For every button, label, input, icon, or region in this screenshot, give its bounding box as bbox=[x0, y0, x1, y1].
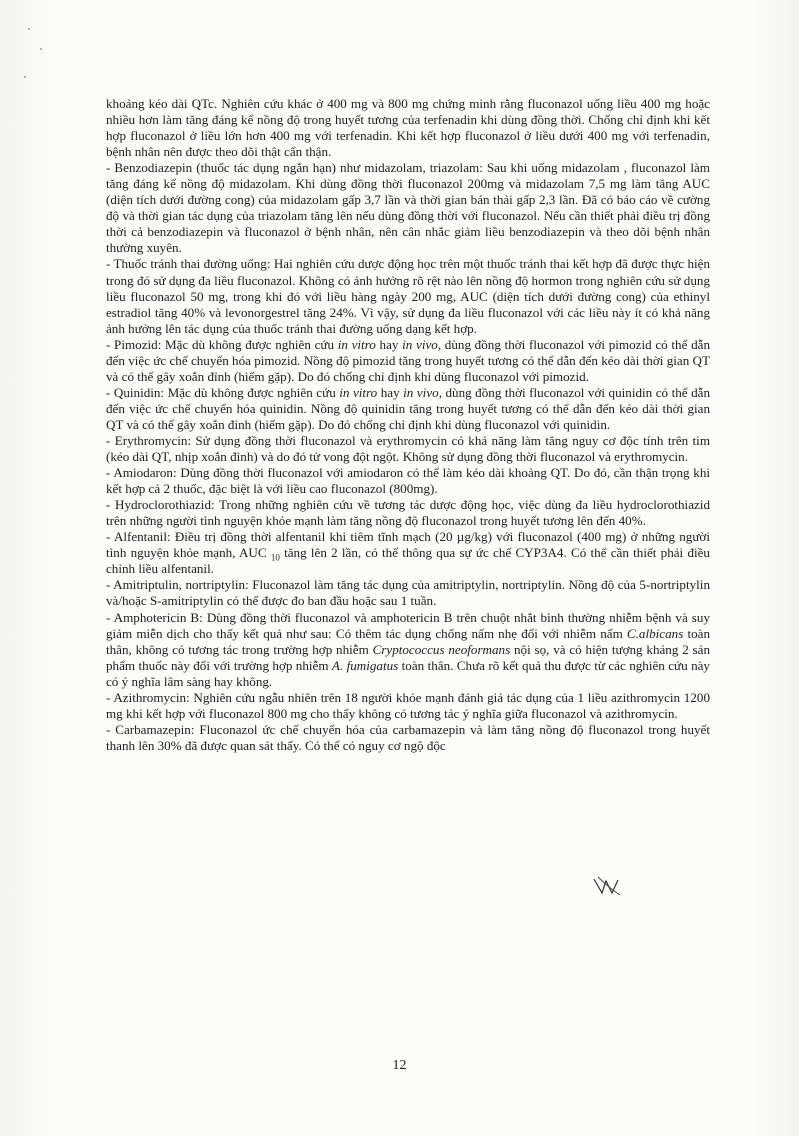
text-run: - Carbamazepin: Fluconazol ức chế chuyển hóa của carbamazepin và làm tăng nồng độ fluconazol trong huyết thanh lên 30% đã được quan sát thấy. Có thể có nguy cơ ngộ độc bbox=[106, 721, 710, 753]
text-run: toàn thân, không có tương tác trong trường hợp nhiễm bbox=[106, 625, 710, 657]
text-run: - Benzodiazepin (thuốc tác dụng ngắn hạn) như midazolam, triazolam: Sau khi uống midazolam , fluconazol làm tăng đáng kể nồng độ midazolam. Khi dùng đồng thời fluconazol 200mg và midazolam 7,5 mg làm tăng AUC (diện tích dưới đường cong) của midazolam gấp 3,7 lần và thời gian bán thải gấp 2,3 lần. Đã có báo cáo về cường độ và thời gian tác dụng của triazolam tăng lên nếu dùng đồng thời với fluconazol. Nếu cần thiết phải điều trị đồng thời cả benzodiazepin và fluconazol ở bệnh nhân, nên cân nhắc giảm liều benzodiazepin và theo dõi bệnh nhân thường xuyên. bbox=[106, 160, 710, 256]
text-run: - Amitriptulin, nortriptylin: Fluconazol làm tăng tác dụng của amitriptylin, nortriptylin. Nồng độ của 5-nortriptylin và/hoặc S-amitriptylin có thể được đo ban đầu hoặc sau 1 tuần. bbox=[106, 577, 710, 609]
paragraph bbox=[106, 690, 710, 722]
page-number: 12 bbox=[392, 1058, 407, 1073]
italic-text: Cryptococcus neoformans bbox=[372, 641, 511, 657]
paragraph bbox=[106, 385, 710, 433]
scan-speck bbox=[24, 76, 26, 78]
italic-text: C.albicans bbox=[626, 625, 684, 641]
paragraph bbox=[106, 529, 710, 577]
paragraph bbox=[106, 722, 710, 754]
scan-speck bbox=[40, 48, 42, 50]
text-run: tăng lên 2 lần, có thể thông qua sự ức chế CYP3A4. Có thể cần thiết phải điều chỉnh liều alfentanil. bbox=[106, 545, 710, 577]
scan-speck bbox=[28, 28, 30, 30]
text-run: - Azithromycin: Nghiên cứu ngẫu nhiên trên 18 người khỏe mạnh đánh giá tác dụng của 1 liều azithromycin 1200 mg khi kết hợp với fluconazol 800 mg cho thấy không có tương tác ý nghĩa giữa fluconazol và azithromycin. bbox=[106, 689, 710, 721]
text-run: toàn thân. Chưa rõ kết quả thu được từ các nghiên cứu này có ý nghĩa lâm sàng hay không. bbox=[106, 657, 710, 689]
text-run: - Amphotericin B: Dùng đồng thời fluconazol và amphotericin B trên chuột nhắt bình thường nhiễm bệnh và suy giảm miễn dịch cho thấy kết quả như sau: Có thêm tác dụng chống nấm nhẹ đối với nhiễm nấm bbox=[106, 609, 710, 641]
text-run: - Erythromycin: Sử dụng đồng thời fluconazol và erythromycin có khả năng làm tăng nguy cơ độc tính trên tim (kéo dài QT, nhịp xoắn đỉnh) và do đó tử vong đột ngột. Không sử dụng đồng thời fluconazol và erythromycin. bbox=[106, 432, 710, 465]
text-run: hay bbox=[375, 336, 403, 352]
paragraph bbox=[106, 577, 710, 609]
italic-text: in vivo bbox=[402, 336, 438, 352]
italic-text: A. fumigatus bbox=[331, 657, 399, 673]
text-run: , dùng đồng thời fluconazol với pimozid có thể dẫn đến việc ức chế chuyển hóa pimozid. Nồng độ pimozid tăng trong huyết tương có thể dẫn đến kéo dài thời gian QT và có thể gây xoắn đỉnh (hiếm gặp). Do đó chống chỉ định khi dùng fluconazol với pimozid. bbox=[106, 336, 710, 384]
text-run: - Quinidin: Mặc dù không được nghiên cứu bbox=[106, 384, 340, 400]
text-run: hay bbox=[377, 384, 404, 400]
text-run: - Alfentanil: Điều trị đồng thời alfentanil khi tiêm tĩnh mạch (20 µg/kg) với fluconazol (400 mg) ở những người tình nguyện khỏe mạnh, AUC bbox=[106, 529, 710, 561]
paragraph bbox=[106, 465, 710, 497]
paragraph bbox=[106, 160, 710, 256]
pen-mark bbox=[592, 875, 624, 897]
italic-text: in vivo bbox=[403, 384, 439, 400]
body-text bbox=[106, 96, 710, 754]
text-run: - Pimozid: Mặc dù không được nghiên cứu bbox=[106, 336, 338, 352]
paragraph bbox=[106, 96, 710, 160]
text-run: - Hydroclorothiazid: Trong những nghiên cứu về tương tác dược động học, việc dùng đa liều hydroclorothiazid trên những người tình nguyện khỏe mạnh làm tăng nồng độ fluconazol trong huyết tương lên đến 40%. bbox=[106, 497, 710, 529]
text-run: - Amiodaron: Dùng đồng thời fluconazol với amiodaron có thể làm kéo dài khoảng QT. Do đó, cần thận trọng khi kết hợp cả 2 thuốc, đặc biệt là với liều cao fluconazol (800mg). bbox=[106, 465, 710, 497]
paragraph bbox=[106, 610, 710, 690]
text-run: - Thuốc tránh thai đường uống: Hai nghiên cứu dược động học trên một thuốc tránh thai kết hợp đã được thực hiện trong đó sử dụng đa liều fluconazol. Không có ảnh hưởng rõ rệt nào lên nồng độ hormon trong nghiên cứu sử dụng liều fluconazol 50 mg, trong khi đó với liều hàng ngày 200 mg, AUC (diện tích dưới đường cong) của ethinyl estradiol tăng 40% và levonorgestrel tăng 24%. Vì vậy, sử dụng đa liều fluconazol với các liều này ít có khả năng ảnh hưởng lên tác dụng của thuốc tránh thai đường uống dạng kết hợp. bbox=[106, 256, 710, 336]
italic-text: in vitro bbox=[337, 336, 376, 352]
paragraph bbox=[106, 256, 710, 336]
paragraph bbox=[106, 497, 710, 529]
subscript-text: 10 bbox=[270, 552, 280, 563]
paragraph bbox=[106, 433, 710, 465]
text-run: nội sọ, và có hiện tượng kháng 2 sản phẩm thuốc này đối với trường hợp nhiễm bbox=[106, 641, 710, 673]
italic-text: in vitro bbox=[339, 384, 378, 400]
paragraph bbox=[106, 337, 710, 385]
text-run: , dùng đồng thời fluconazol với quinidin có thể dẫn đến việc ức chế chuyển hóa quinidin. Nồng độ quinidin tăng trong huyết tương có thể dẫn đến kéo dài thời gian QT và có thể gây xoắn đỉnh (hiếm gặp). Do đó chống chỉ định khi dùng fluconazol với quinidin. bbox=[106, 384, 711, 432]
text-run: khoảng kéo dài QTc. Nghiên cứu khác ở 400 mg và 800 mg chứng minh rằng fluconazol uống liều 400 mg hoặc nhiều hơn làm tăng đáng kể nồng độ trong huyết tương của terfenadin khi dùng đồng thời. Chống chỉ định khi kết hợp fluconazol ở liều lớn hơn 400 mg với terfenadin. Khi kết hợp fluconazol ở liều dưới 400 mg với terfenadin, bệnh nhân nên được theo dõi thật cẩn thận. bbox=[106, 96, 710, 160]
